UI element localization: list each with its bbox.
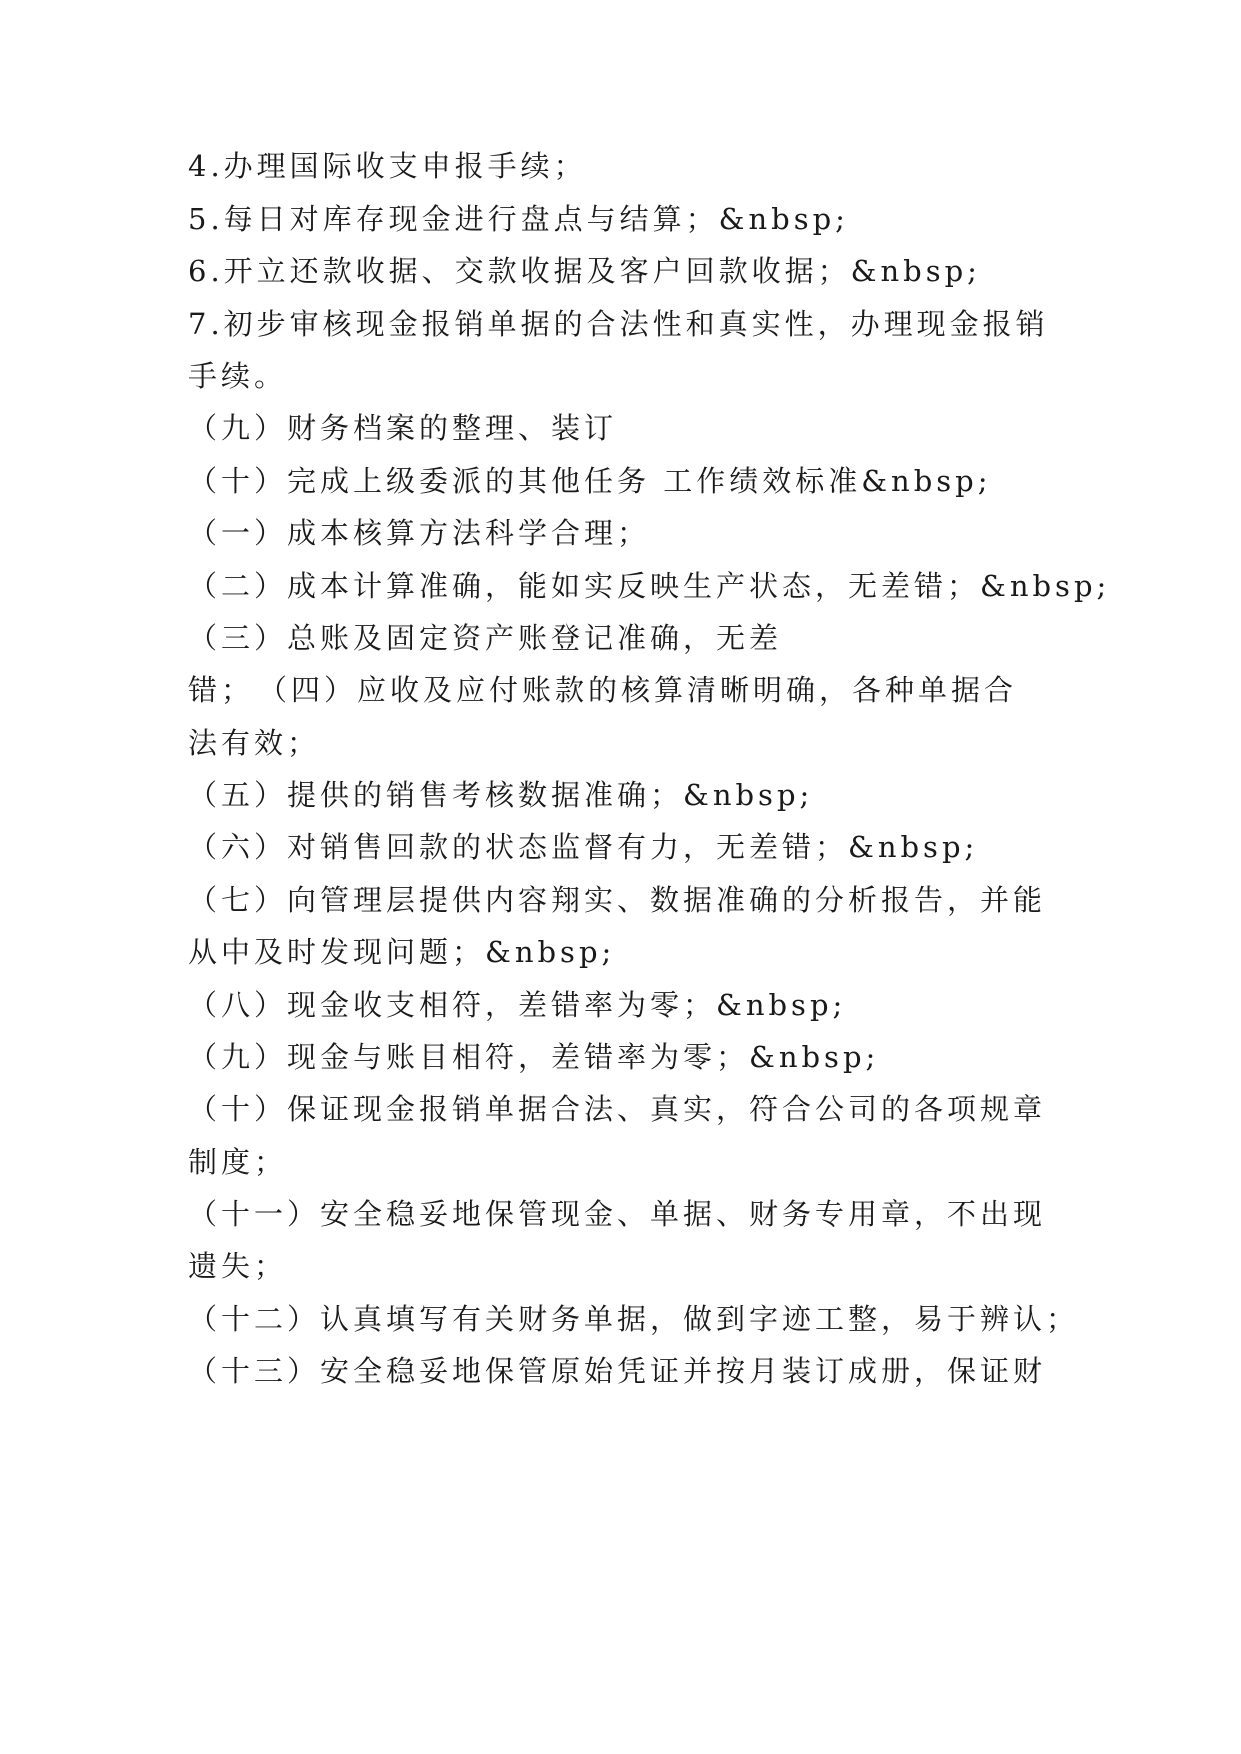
text-line: （二）成本计算准确，能如实反映生产状态，无差错；&nbsp; bbox=[188, 569, 1111, 603]
text-line: （七）向管理层提供内容翔实、数据准确的分析报告，并能 bbox=[188, 883, 1047, 917]
text-line: （六）对销售回款的状态监督有力，无差错；&nbsp; bbox=[188, 830, 979, 864]
text-line: 手续。 bbox=[188, 359, 288, 393]
text-line: 6.开立还款收据、交款收据及客户回款收据；&nbsp; bbox=[188, 254, 981, 288]
text-line: 法有效； bbox=[188, 726, 321, 760]
text-line: （八）现金收支相符，差错率为零；&nbsp; bbox=[188, 988, 847, 1022]
text-line: （五）提供的销售考核数据准确；&nbsp; bbox=[188, 778, 814, 812]
text-line: （十三）安全稳妥地保管原始凭证并按月装订成册，保证财 bbox=[188, 1354, 1047, 1388]
text-line: 5.每日对库存现金进行盘点与结算；&nbsp; bbox=[188, 202, 849, 236]
text-line: （十）保证现金报销单据合法、真实，符合公司的各项规章 bbox=[188, 1092, 1047, 1126]
text-line: 制度； bbox=[188, 1145, 288, 1179]
text-line: 7.初步审核现金报销单据的合法性和真实性，办理现金报销 bbox=[188, 307, 1049, 341]
text-line: （十二）认真填写有关财务单据，做到字迹工整，易于辨认； bbox=[188, 1302, 1080, 1336]
text-line: （九）财务档案的整理、装订 bbox=[188, 411, 618, 445]
text-line: （十）完成上级委派的其他任务 工作绩效标准&nbsp; bbox=[188, 464, 992, 498]
text-line: 错； （四）应收及应付账款的核算清晰明确，各种单据合 bbox=[188, 673, 1018, 707]
text-line: （一）成本核算方法科学合理； bbox=[188, 516, 651, 550]
text-line: 从中及时发现问题；&nbsp; bbox=[188, 935, 616, 969]
text-line: 4.办理国际收支申报手续； bbox=[188, 149, 587, 183]
text-line: （九）现金与账目相符，差错率为零；&nbsp; bbox=[188, 1040, 880, 1074]
text-line: （三）总账及固定资产账登记准确，无差 bbox=[188, 621, 783, 655]
text-line: （十一）安全稳妥地保管现金、单据、财务专用章，不出现 bbox=[188, 1197, 1047, 1231]
text-line: 遗失； bbox=[188, 1249, 288, 1283]
